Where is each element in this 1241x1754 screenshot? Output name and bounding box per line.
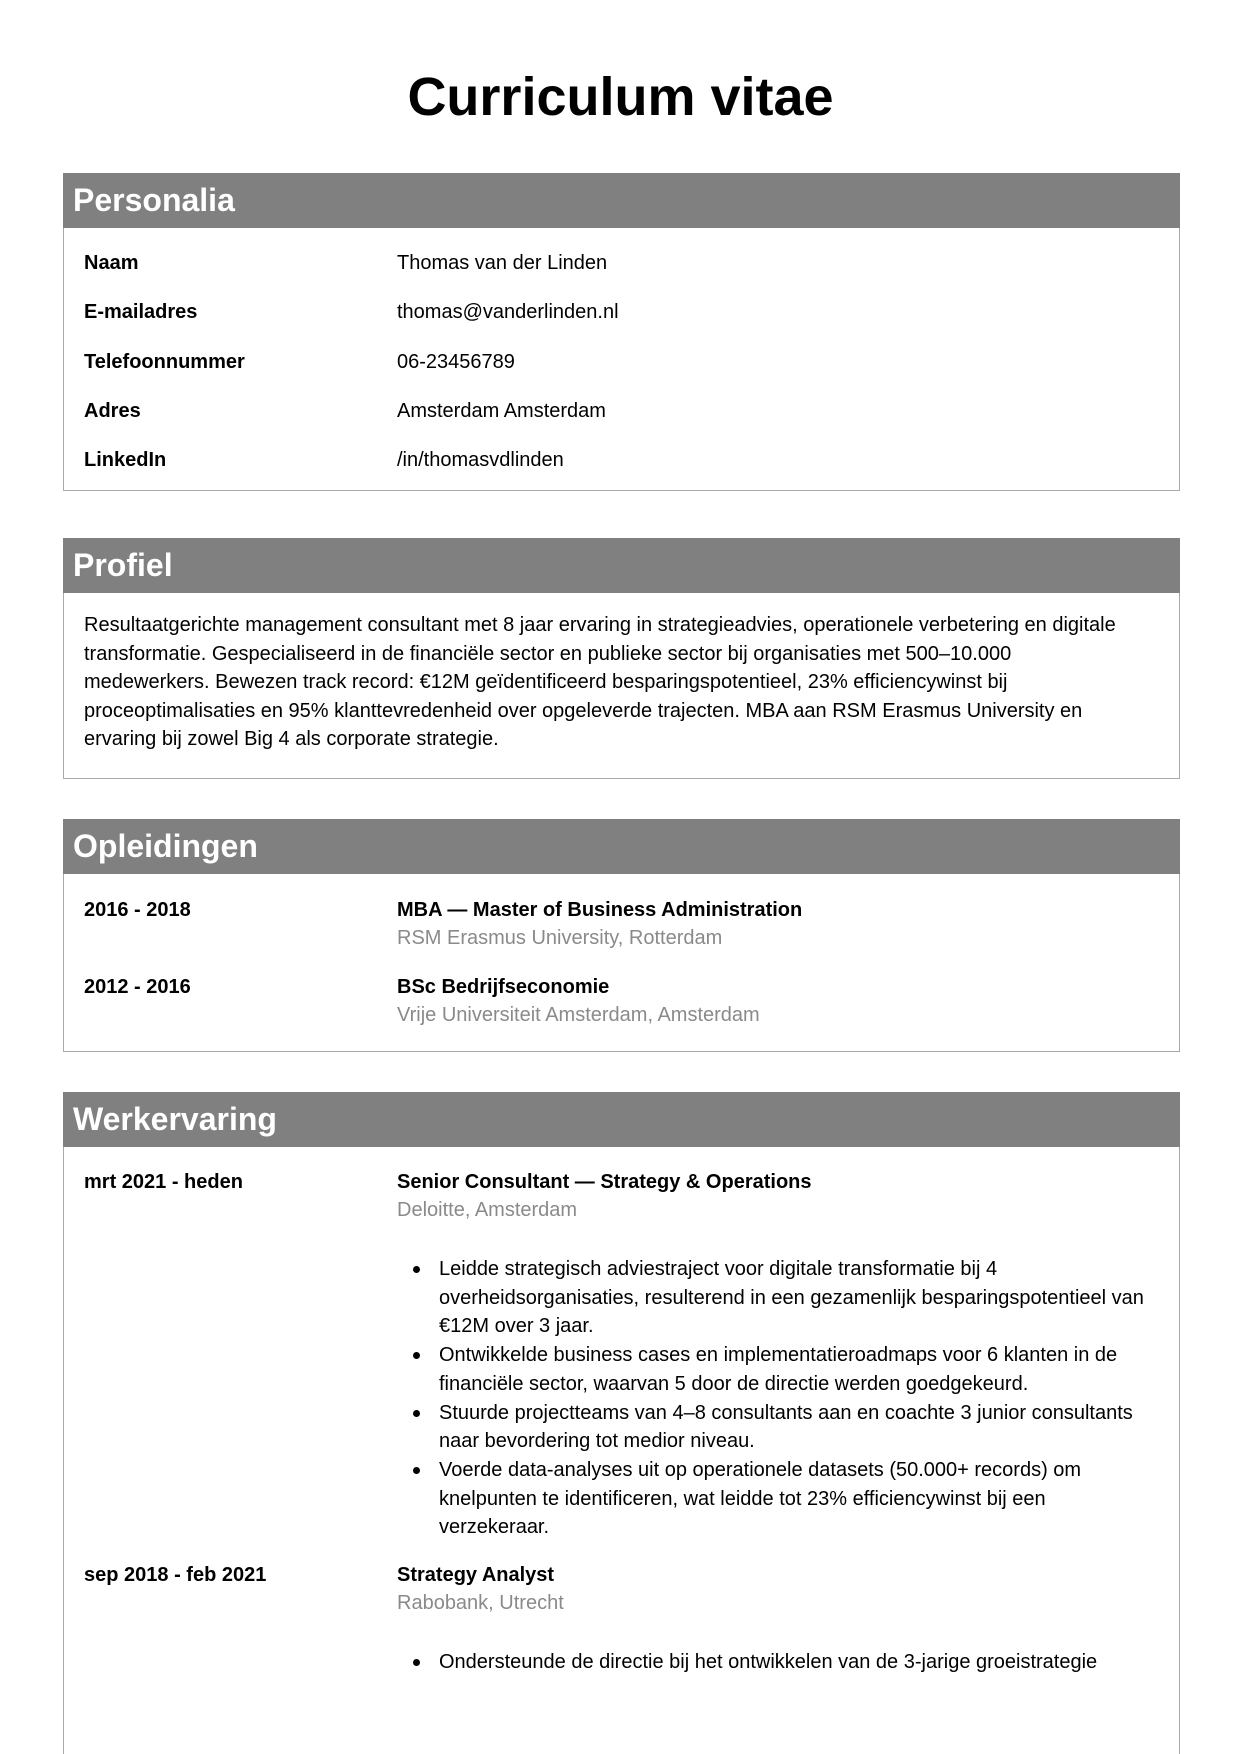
section-opleidingen [63,819,1180,1052]
education-period: 2012 - 2016 [84,976,191,998]
section-werkervaring [63,1092,1180,1754]
job-company: Rabobank, Utrecht [397,1592,564,1614]
value-naam: Thomas van der Linden [397,252,608,274]
profile-text: Resultaatgerichte management consultant met 8 jaar ervaring in strategieadvies, operationele verbetering en digitale transformatie. Gespecialiseerd in de financiële sector en publieke sector bij organisaties met 500–10.000 medewerkers. Bewezen track record: €12M geïdentificeerd besparingspotentieel, 23% efficiencywinst bij proceoptimalisaties en 95% klanttevredenheid over opgeleverde trajecten. MBA aan RSM Erasmus University en ervaring bij zowel Big 4 als corporate strategie. [84,614,1116,750]
bullet-dot-icon [413,1467,420,1474]
value-linkedin: /in/thomasvdlinden [397,449,564,471]
value-adres: Amsterdam Amsterdam [397,400,606,422]
job-bullet-text: Voerde data-analyses uit op operationele datasets (50.000+ records) om knelpunten te identificeren, wat leidde tot 23% efficiencywinst bij een verzekeraar. [439,1458,1082,1539]
job-bullet [397,1456,1152,1542]
education-title: BSc Bedrijfseconomie [397,976,610,998]
value-telefoonnummer: 06-23456789 [397,351,515,373]
education-institution: Vrije Universiteit Amsterdam, Amsterdam [397,1004,760,1026]
section-header-profiel: Profiel [63,538,1180,593]
job-bullet [397,1255,1152,1341]
bullet-dot-icon [413,1266,420,1273]
job-bullet [397,1399,1152,1456]
job-bullet-text: Ondersteunde de directie bij het ontwikkelen van de 3-jarige groeistrategie [439,1651,1098,1673]
label-telefoonnummer: Telefoonnummer [84,351,245,373]
job-title: Strategy Analyst [397,1564,555,1586]
value-email: thomas@vanderlinden.nl [397,301,619,323]
bullet-dot-icon [413,1410,420,1417]
job-bullets [397,1255,1152,1542]
job-bullets [397,1648,1152,1677]
job-bullet [397,1648,1152,1677]
page-title: Curriculum vitae [407,67,834,127]
education-period: 2016 - 2018 [84,899,191,921]
job-bullet-text: Stuurde projectteams van 4–8 consultants aan en coachte 3 junior consultants naar bevordering tot medior niveau. [439,1401,1133,1453]
job-bullet-text: Ontwikkelde business cases en implementatieroadmaps voor 6 klanten in de financiële sector, waarvan 5 door de directie werden goedgekeurd. [439,1344,1118,1395]
section-header-personalia: Personalia [63,173,1180,228]
section-profiel [63,538,1180,779]
label-linkedin: LinkedIn [84,449,167,471]
bullet-dot-icon [413,1352,420,1359]
bullet-dot-icon [413,1659,420,1666]
job-bullet-text: Leidde strategisch adviestraject voor digitale transformatie bij 4 overheidsorganisaties, resulterend in een gezamenlijk besparingspotentieel van €12M over 3 jaar. [439,1258,1144,1338]
job-title: Senior Consultant — Strategy & Operations [397,1171,812,1193]
job-bullet [397,1341,1152,1398]
education-institution: RSM Erasmus University, Rotterdam [397,927,723,949]
label-adres: Adres [84,400,141,422]
job-company: Deloitte, Amsterdam [397,1199,578,1221]
job-period: mrt 2021 - heden [84,1171,243,1193]
section-header-opleidingen: Opleidingen [63,819,1180,874]
education-title: MBA — Master of Business Administration [397,899,803,921]
label-email: E-mailadres [84,301,198,323]
label-naam: Naam [84,252,139,274]
section-personalia [63,173,1180,491]
section-header-werkervaring: Werkervaring [63,1092,1180,1147]
job-period: sep 2018 - feb 2021 [84,1564,267,1586]
